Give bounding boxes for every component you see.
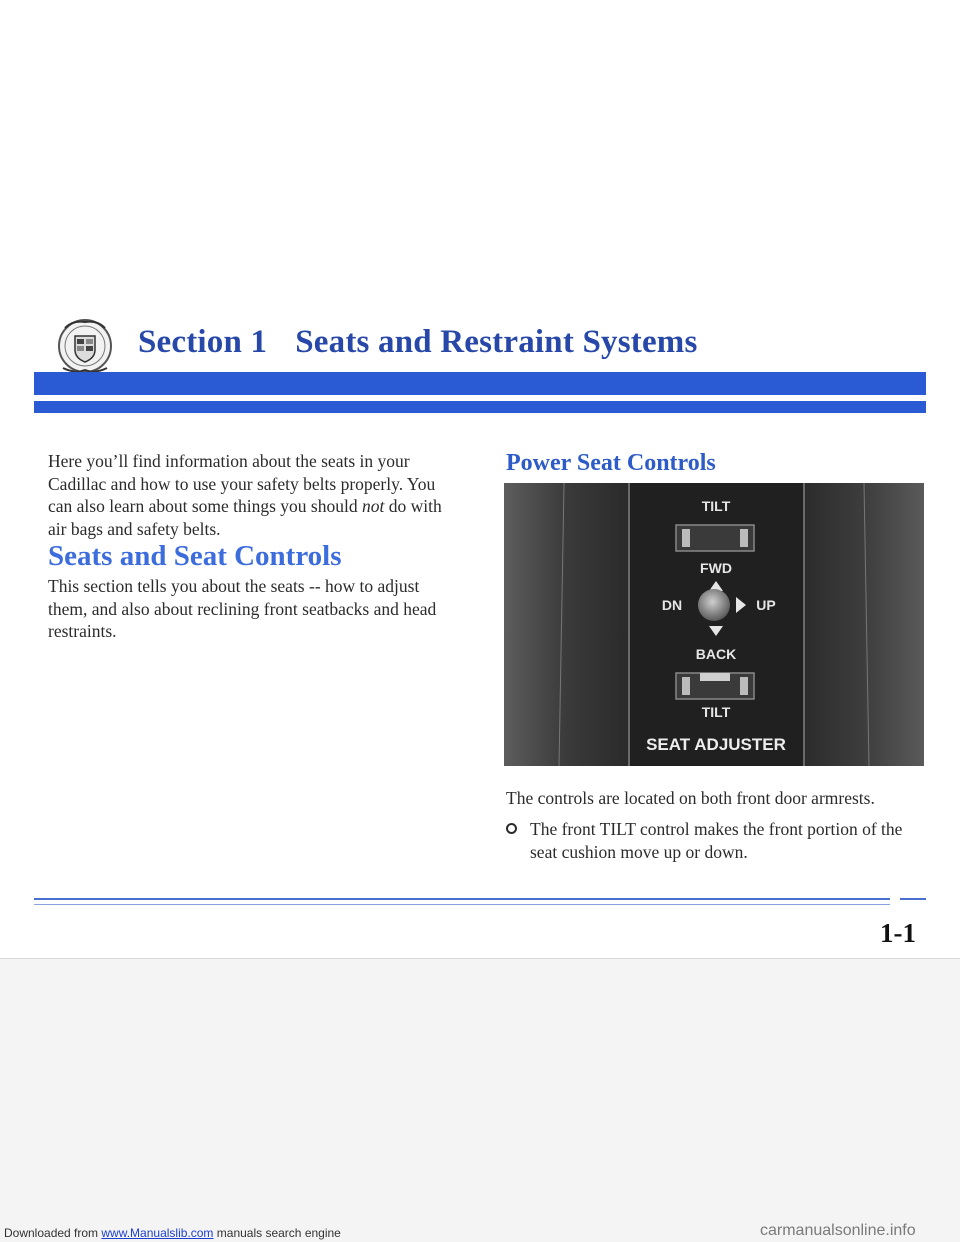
label-dn: DN: [661, 597, 683, 613]
intro-text: Here you’ll find information about the seats in your Cadillac and how to use your safety belts properly. You can also learn about some things you should: [48, 451, 436, 516]
page-number: 1-1: [880, 918, 916, 948]
photo-caption: The controls are located on both front door armrests.: [506, 788, 875, 808]
list-item: [506, 818, 928, 863]
banner-prefix: Downloaded from: [4, 1226, 102, 1240]
bottom-divider: [0, 958, 960, 959]
bullet-text: The front TILT control makes the front portion of the seat cushion move up or down.: [530, 819, 903, 862]
download-banner: [4, 1226, 341, 1240]
label-seat-adjuster: SEAT ADJUSTER: [646, 735, 786, 754]
intro-paragraph: [48, 450, 453, 540]
bullet-icon: [506, 823, 517, 834]
power-seat-heading: Power Seat Controls: [506, 450, 716, 476]
seats-description: This section tells you about the seats -- how to adjust them, and also about reclining front seatbacks and head restraints.: [48, 576, 437, 641]
seat-knob-icon: [698, 589, 730, 621]
footer-rule-thin: [34, 904, 890, 905]
cadillac-crest-icon: [53, 314, 117, 378]
label-tilt-bottom: TILT: [701, 704, 731, 720]
seats-heading: Seats and Seat Controls: [48, 540, 342, 572]
seat-control-photo: [504, 483, 924, 766]
section-title: [138, 324, 698, 361]
label-back: BACK: [695, 646, 737, 662]
footer-rule-end: [900, 898, 926, 900]
intro-emphasis: not: [361, 496, 385, 516]
banner-suffix: manuals search engine: [213, 1226, 341, 1240]
label-tilt-top: TILT: [701, 498, 731, 514]
section-name: Seats and Restraint Systems: [295, 324, 698, 360]
bottom-band: [0, 958, 960, 1242]
site-watermark: carmanualsonline.info: [760, 1222, 916, 1239]
header-bar-bottom: [34, 401, 926, 413]
footer-rule: [34, 898, 890, 900]
intro-text-end: do with air bags and safety belts.: [48, 496, 442, 539]
label-fwd: FWD: [700, 560, 732, 576]
manualslib-link[interactable]: www.Manualslib.com: [101, 1226, 214, 1240]
section-number: Section 1: [138, 324, 268, 360]
header-bar-top: [34, 372, 926, 395]
label-up: UP: [756, 597, 776, 613]
